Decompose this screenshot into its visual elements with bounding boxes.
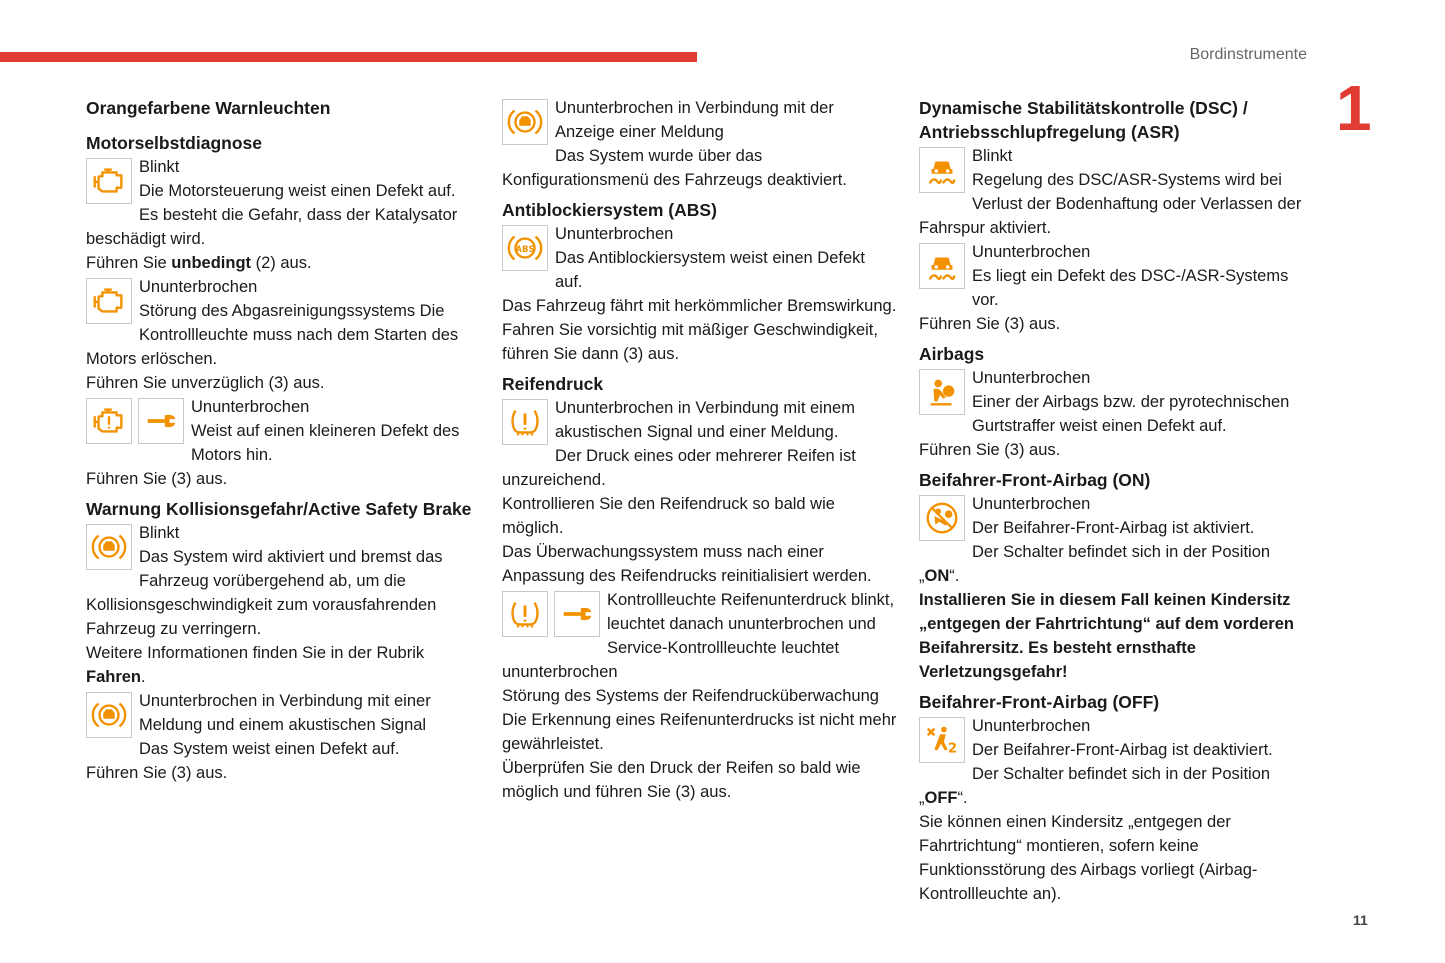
airbags-heading: Airbags (919, 344, 985, 364)
entry-action: Führen Sie unbedingt (2) aus. (86, 254, 312, 272)
tyre-pressure-icon (502, 591, 548, 637)
collision-entry-2 (86, 689, 476, 785)
entry-action: Überprüfen Sie den Druck der Reifen so bald wie möglich und führen Sie (3) aus. (502, 759, 861, 801)
entry-action: Führen Sie (3) aus. (86, 764, 228, 782)
entry-text: Regelung des DSC/ASR-Systems wird bei Verlust der Bodenhaftung oder Verlassen der Fahrspur aktiviert. (919, 171, 1302, 237)
entry-text: Der Beifahrer-Front-Airbag ist deaktiviert. (972, 741, 1273, 759)
entry-label: Ununterbrochen (191, 398, 310, 416)
dsc-heading: Dynamische Stabilitätskontrolle (DSC) / Antriebsschlupfregelung (ASR) (919, 98, 1248, 142)
entry-action: Führen Sie unverzüglich (3) aus. (86, 374, 325, 392)
entry-text: Der Beifahrer-Front-Airbag ist aktiviert. (972, 519, 1255, 537)
entry-text: Die Erkennung eines Reifenunterdrucks ist nicht mehr gewährleistet. (502, 711, 897, 753)
entry-label: Blinkt (139, 158, 180, 176)
entry-text: Das Fahrzeug fährt mit herkömmlicher Bremswirkung. (502, 297, 897, 315)
entry-text: Es liegt ein Defekt des DSC-/ASR-Systems vor. (972, 267, 1289, 309)
entry-action: Führen Sie (3) aus. (919, 315, 1061, 333)
entry-action: Führen Sie (3) aus. (86, 470, 228, 488)
airbag-on-heading: Beifahrer-Front-Airbag (ON) (919, 470, 1151, 490)
header-red-bar (0, 52, 697, 62)
entry-text: Das Antiblockiersystem weist einen Defekt auf. (555, 249, 865, 291)
engine-icon (86, 278, 132, 324)
engine-warning-icon (86, 398, 132, 444)
entry-label: Ununterbrochen (972, 717, 1091, 735)
entry-label: Ununterbrochen (555, 225, 674, 243)
motor-entry-2 (86, 275, 476, 395)
entry-text: Störung des Abgasreinigungssystems Die Kontrollleuchte muss nach dem Starten des Motors erlöschen. (86, 302, 459, 368)
dsc-entry-1 (919, 144, 1314, 240)
svg-text:2: 2 (947, 741, 958, 757)
entry-label: Ununterbrochen (972, 243, 1091, 261)
entry-label: Ununterbrochen (972, 369, 1091, 387)
airbag-icon (919, 369, 965, 415)
skid-car-icon (919, 243, 965, 289)
collision-entry-1 (86, 521, 476, 689)
svg-text:ABS: ABS (515, 244, 535, 255)
child-seat-airbag-on-icon (919, 495, 965, 541)
entry-action: Führen Sie (3) aus. (919, 441, 1061, 459)
tyre-entry-1 (502, 396, 897, 588)
entry-label: Ununterbrochen in Verbindung mit der Anzeige einer Meldung (555, 99, 834, 141)
airbags-entry (919, 366, 1314, 462)
collision-warning-icon (86, 692, 132, 738)
abs-heading: Antiblockiersystem (ABS) (502, 200, 717, 220)
collision-entry-3 (502, 96, 897, 192)
wrench-icon (554, 591, 600, 637)
column-2 (502, 96, 897, 804)
page-number: 11 (1353, 912, 1368, 928)
column-3 (919, 96, 1314, 906)
airbag-on-entry (919, 492, 1314, 684)
airbag-off-entry (919, 714, 1314, 906)
entry-text: Das System wird aktiviert und bremst das Fahrzeug vorübergehend ab, um die Kollisionsgeschwindigkeit zum vorausfahrenden Fahrzeug zu verringern. (86, 548, 443, 638)
entry-label: Ununterbrochen (139, 278, 258, 296)
skid-car-icon (919, 147, 965, 193)
entry-text: Die Motorsteuerung weist einen Defekt auf. Es besteht die Gefahr, dass der Katalysator beschädigt wird. (86, 182, 458, 248)
airbag-off-heading: Beifahrer-Front-Airbag (OFF) (919, 692, 1160, 712)
entry-text: Das System wurde über das Konfigurationsmenü des Fahrzeugs deaktiviert. (502, 147, 847, 189)
motor-entry-3 (86, 395, 476, 491)
wrench-icon (138, 398, 184, 444)
engine-icon (86, 158, 132, 204)
airbag-off-icon (919, 717, 965, 763)
tyre-heading: Reifendruck (502, 374, 604, 394)
tyre-entry-2 (502, 588, 897, 804)
entry-text: Weist auf einen kleineren Defekt des Motors hin. (191, 422, 460, 464)
motor-heading: Motorselbstdiagnose (86, 133, 262, 153)
entry-text: Einer der Airbags bzw. der pyrotechnischen Gurtstraffer weist einen Defekt auf. (972, 393, 1290, 435)
entry-switch: Der Schalter befindet sich in der Position „OFF“. (919, 765, 1271, 807)
section-title: Bordinstrumente (1189, 46, 1307, 63)
entry-label: Ununterbrochen in Verbindung mit einer Meldung und einem akustischen Signal (139, 692, 431, 734)
entry-label: Ununterbrochen in Verbindung mit einem akustischen Signal und einer Meldung. (555, 399, 855, 441)
collision-heading: Warnung Kollisionsgefahr/Active Safety Brake (86, 499, 472, 519)
entry-more: Weitere Informationen finden Sie in der Rubrik Fahren. (86, 644, 425, 686)
chapter-number: 1 (1336, 72, 1372, 144)
entry-warning: Installieren Sie in diesem Fall keinen Kindersitz „entgegen der Fahrtrichtung“ auf dem vorderen Beifahrersitz. Es besteht ernsthafte Verletzungsgefahr! (919, 591, 1294, 681)
entry-action: Fahren Sie vorsichtig mit mäßiger Geschwindigkeit, führen Sie dann (3) aus. (502, 321, 878, 363)
column-1 (86, 96, 476, 785)
collision-warning-icon (502, 99, 548, 145)
entry-text: Das Überwachungssystem muss nach einer Anpassung des Reifendrucks reinitialisiert werden. (502, 543, 872, 585)
entry-label: Blinkt (972, 147, 1013, 165)
tyre-pressure-icon (502, 399, 548, 445)
entry-switch: Der Schalter befindet sich in der Position „ON“. (919, 543, 1271, 585)
section-heading: Orangefarbene Warnleuchten (86, 98, 331, 118)
collision-warning-icon (86, 524, 132, 570)
entry-label: Blinkt (139, 524, 180, 542)
dsc-entry-2 (919, 240, 1314, 336)
entry-text: Das System weist einen Defekt auf. (139, 740, 400, 758)
entry-text: Der Druck eines oder mehrerer Reifen ist unzureichend. (502, 447, 856, 489)
entry-text: Sie können einen Kindersitz „entgegen der Fahrtrichtung“ montieren, sofern keine Funktionsstörung des Airbags vorliegt (Airbag-Kontrollleuchte an). (919, 813, 1258, 903)
entry-label: Kontrollleuchte Reifenunterdruck blinkt, leuchtet danach ununterbrochen und Service-Kontrollleuchte leuchtet ununterbrochen (502, 591, 895, 681)
entry-label: Ununterbrochen (972, 495, 1091, 513)
entry-text: Kontrollieren Sie den Reifendruck so bald wie möglich. (502, 495, 835, 537)
entry-text: Störung des Systems der Reifendrucküberwachung (502, 687, 879, 705)
abs-icon (502, 225, 548, 271)
abs-entry (502, 222, 897, 366)
motor-entry-1 (86, 155, 476, 275)
